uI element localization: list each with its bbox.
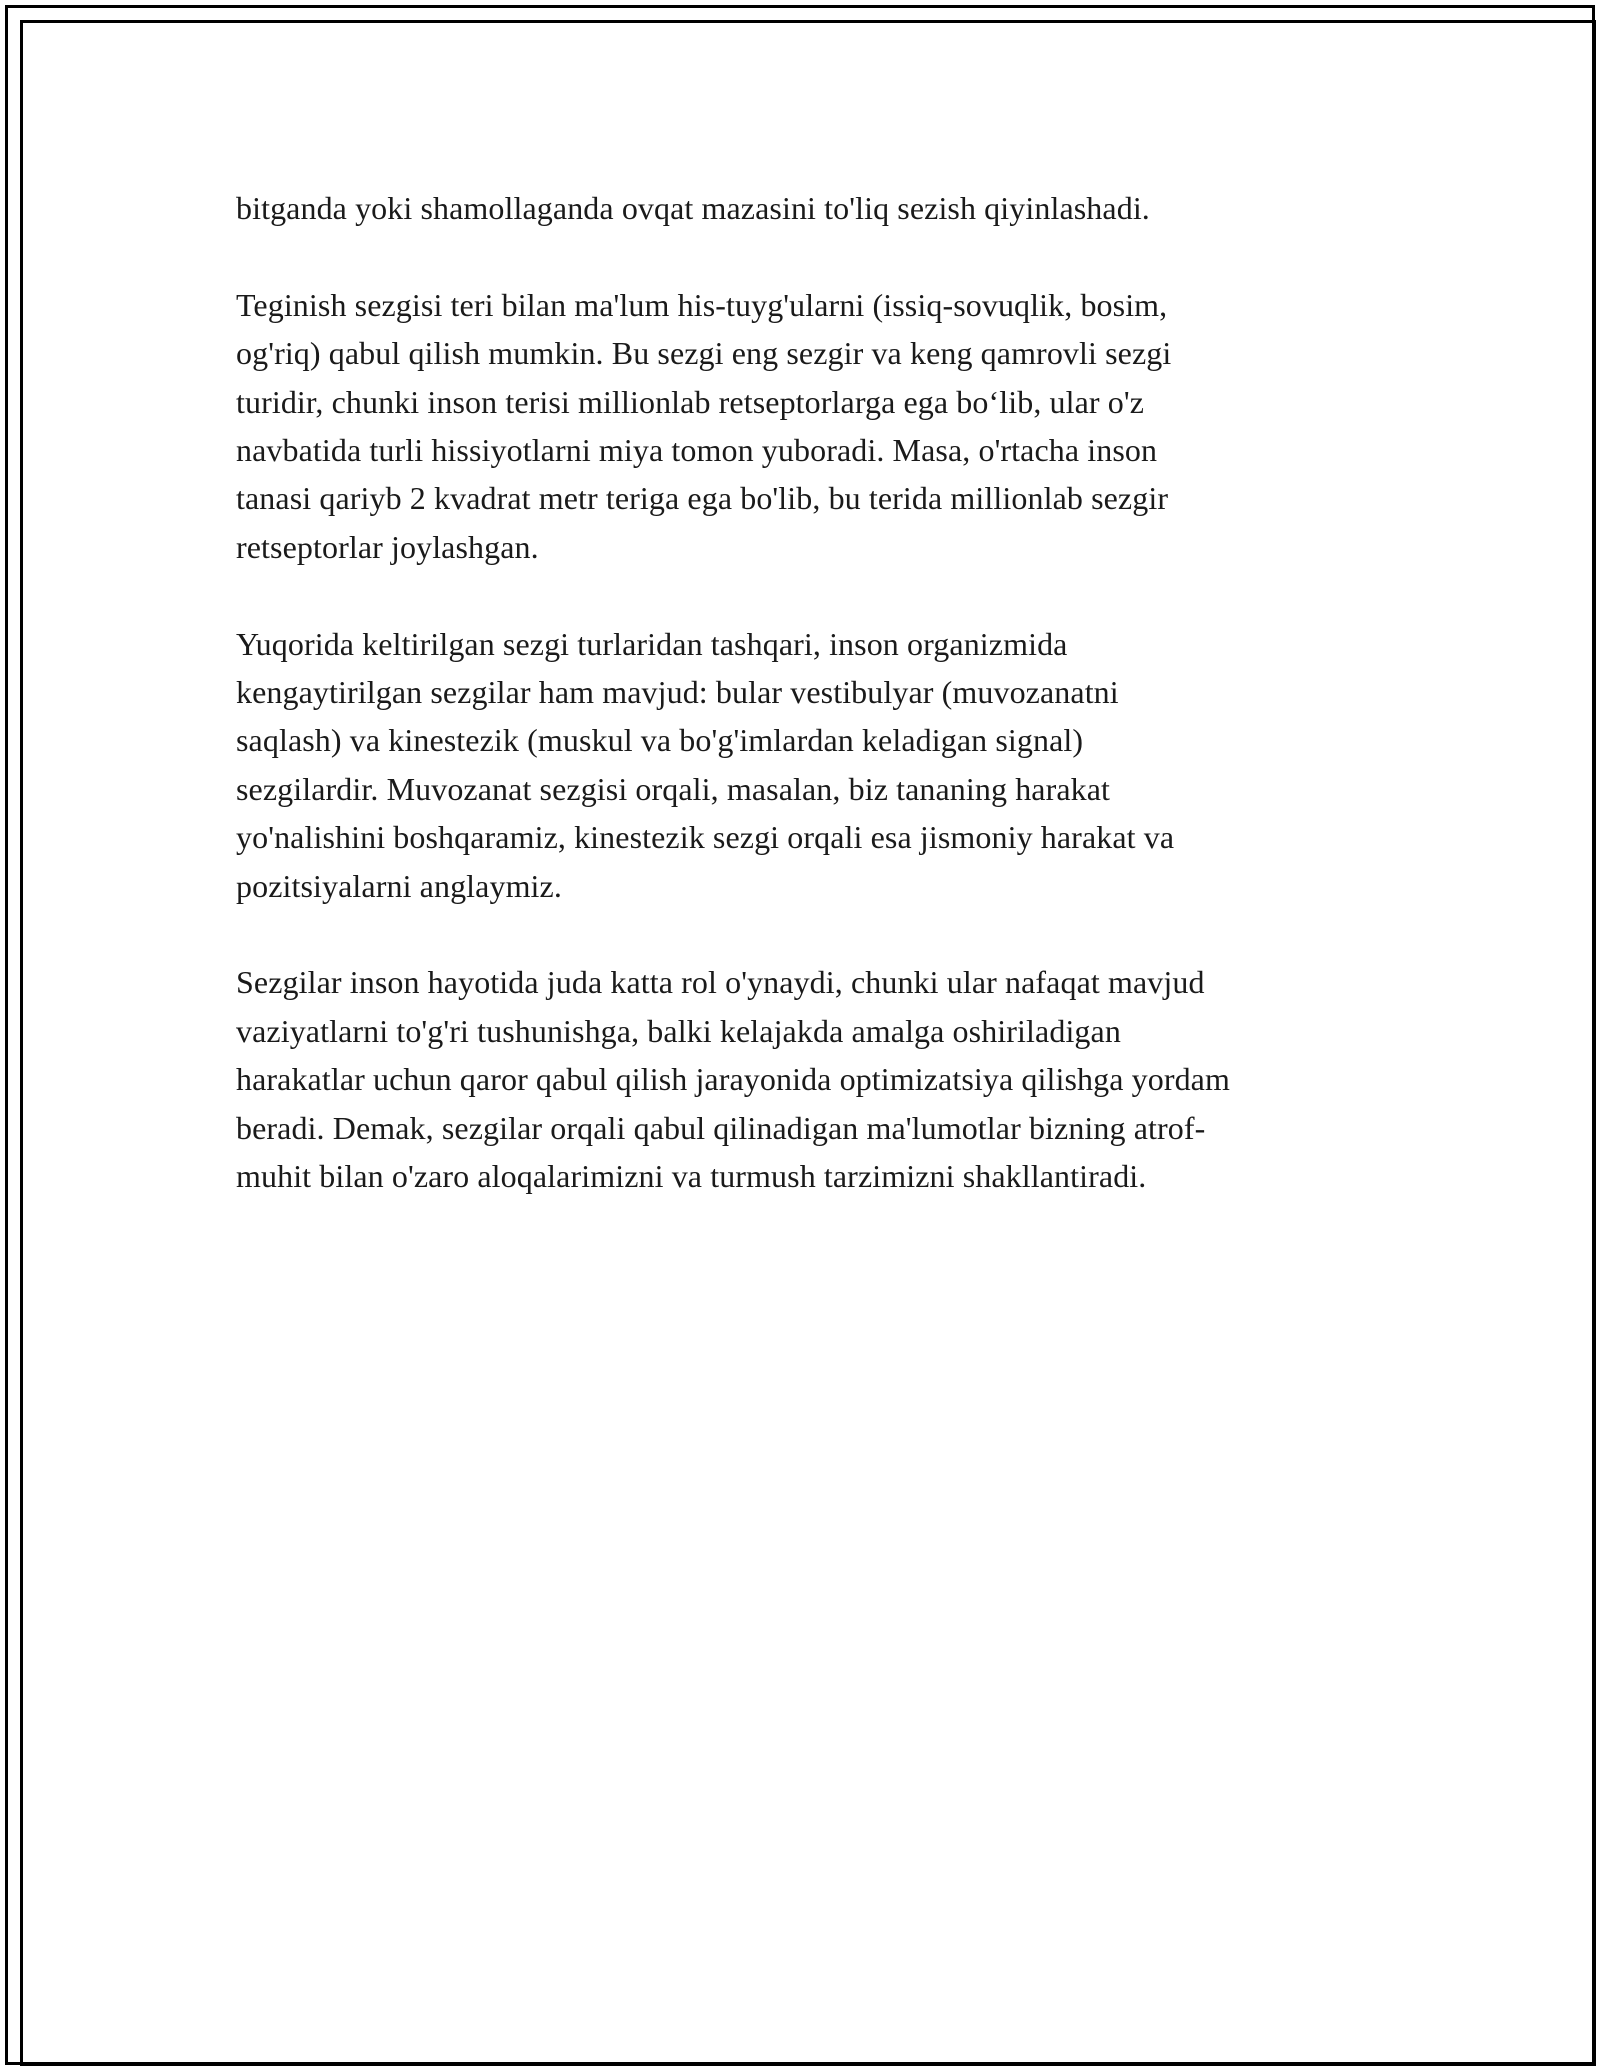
text-line: muhit bilan o'zaro aloqalarimizni va turmush tarzimizni shakllantiradi. bbox=[236, 1158, 1147, 1195]
text-line: navbatida turli hissiyotlarni miya tomon yuboradi. Masa, o'rtacha inson bbox=[236, 432, 1158, 469]
text-line: yo'nalishini boshqaramiz, kinestezik sezgi orqali esa jismoniy harakat va bbox=[236, 819, 1175, 856]
text-line: kengaytirilgan sezgilar ham mavjud: bular vestibulyar (muvozanatni bbox=[236, 674, 1119, 711]
text-line: retseptorlar joylashgan. bbox=[236, 528, 539, 565]
text-line: turidir, chunki inson terisi millionlab retseptorlarga ega bo‘lib, ular o'z bbox=[236, 383, 1145, 420]
paragraph-2 bbox=[236, 281, 1396, 571]
paragraph-1 bbox=[236, 184, 1396, 232]
text-line: vaziyatlarni to'g'ri tushunishga, balki kelajakda amalga oshiriladigan bbox=[236, 1012, 1121, 1049]
paragraph-3 bbox=[236, 620, 1396, 910]
text-line: beradi. Demak, sezgilar orqali qabul qilinadigan ma'lumotlar bizning atrof- bbox=[236, 1109, 1206, 1146]
text-line: sezgilardir. Muvozanat sezgisi orqali, masalan, biz tananing harakat bbox=[236, 770, 1111, 807]
text-line: Sezgilar inson hayotida juda katta rol o'ynaydi, chunki ular nafaqat mavjud bbox=[236, 964, 1205, 1001]
paragraph-4 bbox=[236, 958, 1396, 1200]
text-line: og'riq) qabul qilish mumkin. Bu sezgi eng sezgir va keng qamrovli sezgi bbox=[236, 335, 1172, 372]
text-line: tanasi qariyb 2 kvadrat metr teriga ega bo'lib, bu terida millionlab sezgir bbox=[236, 480, 1169, 517]
text-line: harakatlar uchun qaror qabul qilish jarayonida optimizatsiya qilishga yordam bbox=[236, 1061, 1230, 1098]
document-body bbox=[236, 184, 1396, 1249]
text-line: pozitsiyalarni anglaymiz. bbox=[236, 867, 562, 904]
text-line: Yuqorida keltirilgan sezgi turlaridan tashqari, inson organizmida bbox=[236, 625, 1068, 662]
text-line: saqlash) va kinestezik (muskul va bo'g'imlardan keladigan signal) bbox=[236, 722, 1084, 759]
text-line: bitganda yoki shamollaganda ovqat mazasini to'liq sezish qiyinlashadi. bbox=[236, 190, 1150, 226]
text-line: Teginish sezgisi teri bilan ma'lum his-tuyg'ularni (issiq-sovuqlik, bosim, bbox=[236, 286, 1168, 323]
